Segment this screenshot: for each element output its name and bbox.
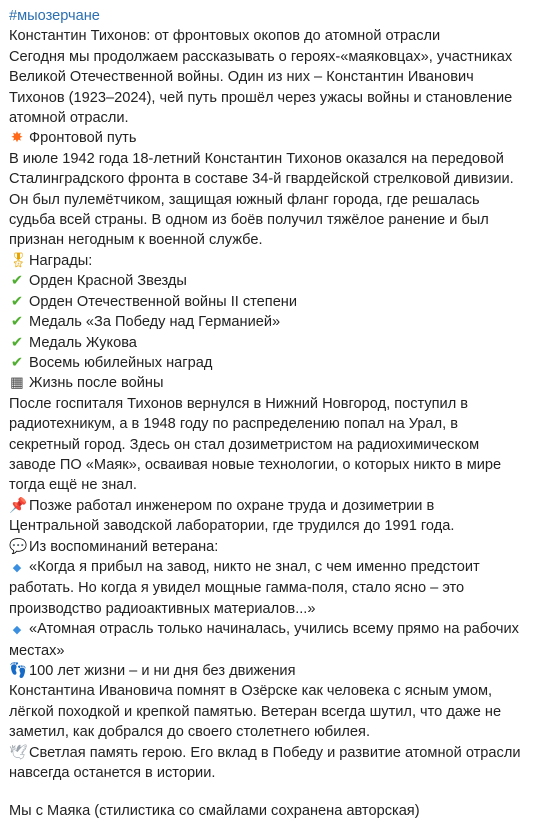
quote-1-label: «Когда я прибыл на завод, никто не знал, с чем именно предстоит работать. Но когда я увидел мощные гамма-поля, стало ясно – это производство радиоактивных материалов...»	[9, 558, 480, 617]
memory-text	[9, 743, 528, 784]
post-title: Константин Тихонов: от фронтовых окопов до атомной отрасли	[9, 28, 441, 45]
quote-2	[9, 619, 528, 661]
blue-diamond-icon: ◆	[12, 561, 22, 574]
award-item	[9, 271, 528, 291]
memories-heading-label: Из воспоминаний ветерана:	[29, 538, 219, 555]
quote-1	[9, 557, 528, 619]
memories-heading	[9, 537, 528, 557]
check-mark-icon: ✔	[10, 273, 24, 290]
footprints-icon: 👣	[9, 663, 28, 679]
collision-icon: ✸	[10, 130, 24, 147]
pushpin-icon: 📌	[9, 497, 28, 514]
medal-icon: 🎖	[9, 252, 28, 269]
award-label: Восемь юбилейных наград	[29, 354, 213, 371]
award-label: Орден Отечественной войны II степени	[29, 293, 298, 310]
award-label: Орден Красной Звезды	[29, 273, 187, 290]
check-mark-icon: ✔	[10, 334, 24, 351]
awards-heading	[9, 251, 528, 271]
award-label: Медаль Жукова	[29, 334, 137, 351]
award-label: Медаль «За Победу над Германией»	[29, 314, 281, 331]
film-frames-icon: ▦	[10, 375, 24, 392]
after-heading-label: Жизнь после войны	[29, 375, 164, 392]
awards-heading-label: Награды:	[29, 252, 93, 269]
check-mark-icon: ✔	[10, 354, 24, 371]
century-heading	[9, 661, 528, 681]
memory-label: Светлая память герою. Его вклад в Победу и развитие атомной отрасли навсегда останется в истории.	[9, 744, 521, 782]
check-mark-icon: ✔	[10, 314, 24, 331]
later-label: Позже работал инженером по охране труда и дозиметрии в Центральной заводской лаборатории, где трудился до 1991 года.	[9, 497, 455, 535]
signature: Мы с Маяка (стилистика со смайлами сохранена авторская)	[9, 803, 420, 820]
after-heading	[9, 373, 528, 393]
blue-diamond-icon: ◆	[12, 624, 22, 637]
check-mark-icon: ✔	[10, 293, 24, 310]
later-text	[9, 496, 528, 537]
hashtag-link[interactable]: #мыозерчане	[9, 8, 100, 24]
front-heading-label: Фронтовой путь	[29, 130, 137, 147]
front-text: В июле 1942 года 18-летний Константин Тихонов оказался на передовой Сталинградского фронта в составе 34-й гвардейской стрелковой дивизии. Он был пулемётчиком, защищая южный фланг города, где решалась судьба всей страны. В одном из боёв получил тяжёлое ранение и был признан негодным к военной службе.	[9, 150, 514, 249]
dove-icon: 🕊	[9, 744, 28, 761]
award-item	[9, 292, 528, 312]
century-heading-label: 100 лет жизни – и ни дня без движения	[29, 663, 296, 679]
intro-text: Сегодня мы продолжаем рассказывать о героях-«маяковцах», участниках Великой Отечественной войны. Один из них – Константин Иванович Тихонов (1923–2024), чей путь прошёл через ужасы войны и становление атомной отрасли.	[9, 48, 513, 127]
award-item	[9, 333, 528, 353]
quote-2-label: «Атомная отрасль только начиналась, учились всему прямо на рабочих местах»	[9, 621, 519, 659]
after-text: После госпиталя Тихонов вернулся в Нижний Новгород, поступил в радиотехникум, а в 1948 году по распределению попал на Урал, в секретный город. Здесь он стал дозиметристом на радиохимическом заводе ПО «Маяк», осваивая новые технологии, о которых никто в мире тогда ещё не знал.	[9, 395, 502, 494]
spacer	[9, 783, 528, 795]
award-item	[9, 312, 528, 332]
award-item	[9, 353, 528, 373]
century-text: Константина Ивановича помнят в Озёрске как человека с ясным умом, лёгкой походкой и крепкой памятью. Ветеран всегда шутил, что даже не заметил, как добрался до своего столетнего юбилея.	[9, 683, 502, 741]
front-heading	[9, 128, 528, 148]
speech-bubble-icon: 💬	[9, 538, 28, 555]
